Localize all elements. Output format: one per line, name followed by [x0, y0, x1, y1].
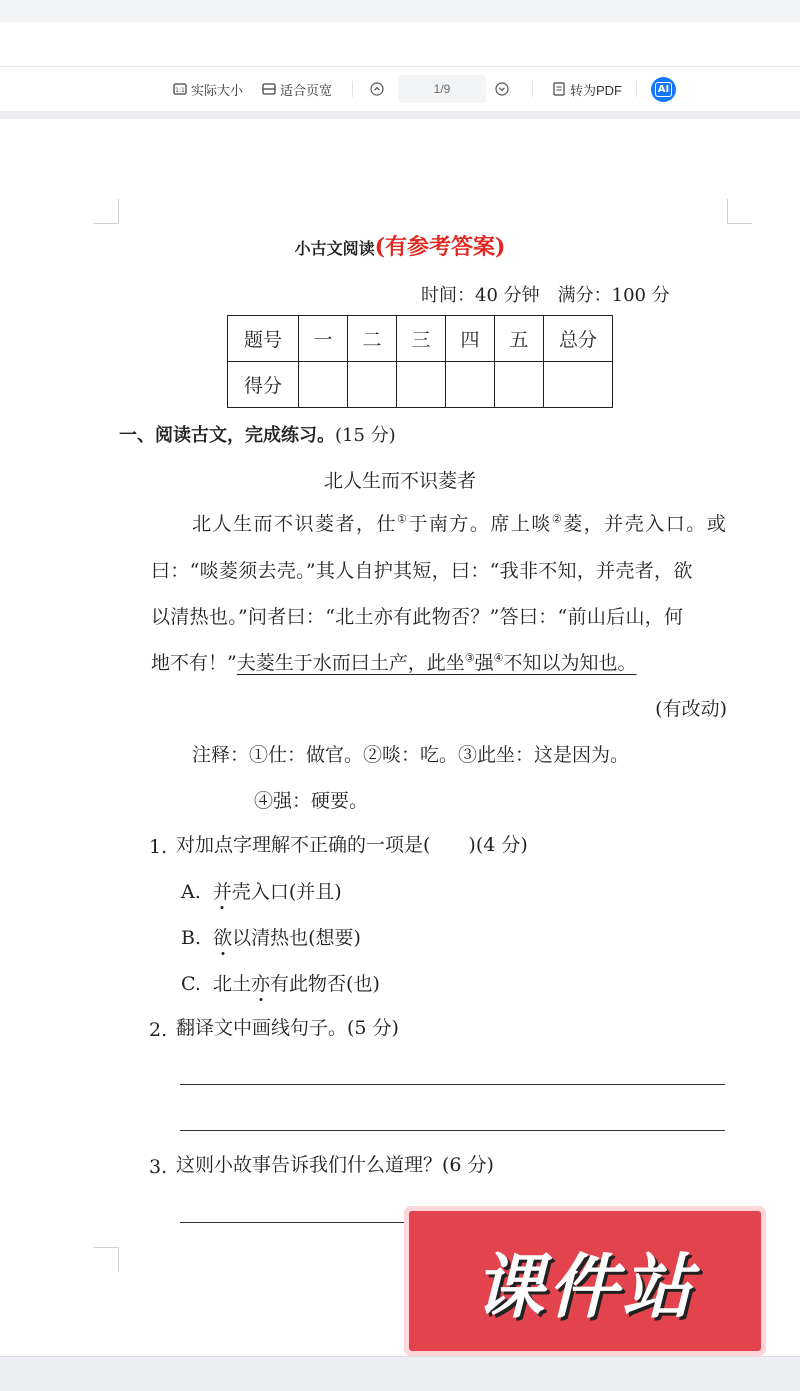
section-heading-text: 一、阅读古文，完成练习。 [119, 425, 335, 446]
option-text: 有此物否(也) [270, 973, 380, 995]
fit-page-label: 适合页宽 [280, 82, 333, 98]
question-number: 2. [149, 1019, 168, 1041]
passage-text: 不知以为知也。 [503, 652, 637, 674]
ai-label: AI [655, 82, 672, 97]
title-text: 小古文阅读 [294, 239, 375, 258]
table-cell [544, 362, 613, 408]
table-cell: 五 [495, 316, 544, 362]
passage-line: 曰：“啖菱须去壳。”其人自护其短，曰：“我非不知，并壳者，欲 [151, 560, 693, 582]
option-label: B. [181, 927, 202, 949]
table-cell: 总分 [544, 316, 613, 362]
watermark-text: 课件站 [474, 1245, 696, 1328]
table-cell [299, 362, 348, 408]
section-points: (15 分) [335, 425, 396, 446]
crop-mark [94, 1247, 119, 1272]
page-title [0, 230, 800, 261]
passage-line: 以清热也。”问者曰：“北土亦有此物否？”答曰：“前山后山，何 [151, 606, 684, 628]
chevron-up-icon [370, 82, 384, 96]
table-cell: 题号 [228, 316, 299, 362]
crop-mark [727, 199, 752, 224]
page-indicator[interactable]: 1/9 [398, 75, 486, 103]
ai-assistant-button[interactable] [651, 77, 676, 102]
score-table [227, 315, 613, 408]
answer-line[interactable] [180, 1130, 725, 1131]
table-cell: 得分 [228, 362, 299, 408]
passage-line [192, 509, 727, 536]
option-label: A. [181, 881, 201, 903]
footnote-mark: ② [551, 512, 564, 526]
annotation-line: ④强：硬要。 [254, 790, 369, 812]
adapted-note: (有改动) [655, 698, 727, 720]
actual-size-label: 实际大小 [191, 82, 244, 98]
passage-text: 菱，并壳入口。或 [563, 513, 728, 535]
option-text: 以清热也(想要) [232, 927, 361, 949]
passage-text: 于南方。席上啖 [408, 513, 552, 535]
passage-text: 地不有！” [151, 652, 237, 674]
actual-size-button[interactable] [173, 79, 243, 99]
title-answer-note: (有参考答案) [374, 234, 506, 260]
option-text: 北土 [213, 973, 252, 995]
actual-size-icon [173, 82, 187, 96]
table-row [228, 362, 613, 408]
prev-page-button[interactable] [370, 79, 384, 99]
passage-line [151, 648, 637, 675]
table-cell: 一 [299, 316, 348, 362]
svg-text:1:1: 1:1 [175, 87, 185, 94]
footnote-mark: ④ [493, 651, 504, 665]
table-cell [446, 362, 495, 408]
question-text: 对加点字理解不正确的一项是( )(4 分) [176, 834, 528, 856]
dotted-char: 欲 [213, 927, 233, 949]
passage-text: 夫菱生于水而曰土产，此坐 [236, 652, 465, 674]
passage-text: 强 [474, 652, 494, 674]
table-cell: 二 [348, 316, 397, 362]
fit-page-button[interactable] [262, 79, 332, 99]
viewer-toolbar [0, 66, 800, 112]
table-cell: 四 [446, 316, 495, 362]
toolbar-divider [636, 81, 637, 97]
watermark-stamp [404, 1206, 766, 1356]
toolbar-divider [532, 81, 533, 97]
convert-pdf-label: 转为PDF [570, 82, 623, 98]
footnote-mark: ① [397, 512, 409, 526]
question-text: 翻译文中画线句子。(5 分) [176, 1017, 399, 1039]
crop-mark [94, 199, 119, 224]
table-row [228, 316, 613, 362]
table-cell [495, 362, 544, 408]
annotation-line: 注释：①仕：做官。②啖：吃。③此坐：这是因为。 [192, 744, 630, 766]
underlined-sentence [237, 652, 637, 674]
footnote-mark: ③ [464, 651, 475, 665]
table-cell [348, 362, 397, 408]
time-score-info: 时间：40 分钟 满分：100 分 [421, 285, 670, 306]
passage-text: 北人生而不识菱者，仕 [192, 513, 398, 535]
story-title: 北人生而不识菱者 [323, 470, 476, 492]
option-text: 壳入口(并且) [231, 881, 342, 903]
option-label: C. [181, 973, 201, 995]
option-a [181, 877, 342, 904]
table-cell: 三 [397, 316, 446, 362]
question-number: 1. [149, 836, 168, 858]
option-b [181, 923, 361, 950]
fit-width-icon [262, 82, 276, 96]
question-text: 这则小故事告诉我们什么道理？(6 分) [176, 1154, 494, 1176]
section-heading [119, 421, 396, 447]
top-bar [0, 0, 800, 22]
page-gutter [0, 111, 800, 119]
option-c [181, 969, 380, 996]
toolbar-divider [352, 81, 353, 97]
pdf-icon [552, 82, 566, 96]
answer-line[interactable] [180, 1084, 725, 1085]
table-cell [397, 362, 446, 408]
chevron-down-icon [495, 82, 509, 96]
page-gutter [0, 1356, 800, 1391]
next-page-button[interactable] [495, 79, 509, 99]
dotted-char: 亦 [251, 973, 271, 995]
convert-pdf-button[interactable] [552, 79, 622, 99]
question-number: 3. [149, 1156, 168, 1178]
dotted-char: 并 [212, 881, 232, 903]
